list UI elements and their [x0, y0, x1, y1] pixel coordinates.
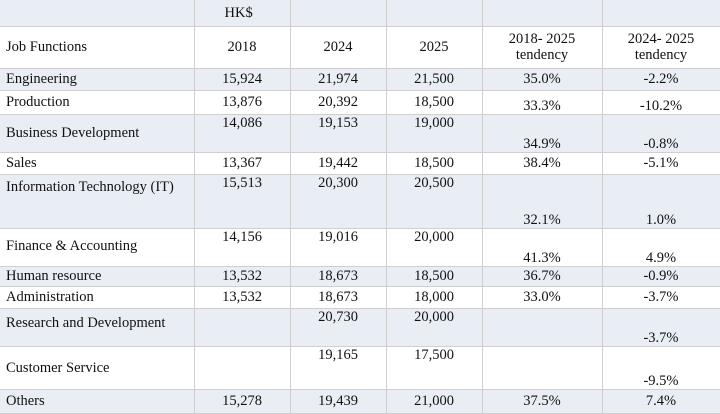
salary-2024: 21,974 — [290, 68, 386, 90]
header-tendency-2024-2025 — [602, 26, 720, 68]
header-2025: 2025 — [386, 26, 482, 68]
header-tendency-2018-2025 — [482, 26, 602, 68]
tendency-2024-2025: 7.4% — [602, 389, 720, 413]
salary-2024: 18,673 — [290, 286, 386, 308]
header-tendency-2024-2025-line2: tendency — [634, 47, 688, 63]
salary-2018: 14,086 — [194, 114, 290, 152]
salary-2018: 13,367 — [194, 152, 290, 174]
empty-cell — [386, 0, 482, 26]
job-function-name: Information Technology (IT) — [0, 174, 194, 228]
tendency-2024-2025: 1.0% — [602, 174, 720, 228]
tendency-2018-2025: 35.0% — [482, 68, 602, 90]
header-tendency-2018-2025-line2: tendency — [515, 47, 569, 63]
job-function-name: Sales — [0, 152, 194, 174]
tendency-2024-2025: -5.1% — [602, 152, 720, 174]
tendency-2018-2025: 33.0% — [482, 286, 602, 308]
salary-2025: 18,000 — [386, 286, 482, 308]
header-2018: 2018 — [194, 26, 290, 68]
table-row — [0, 152, 720, 174]
tendency-2024-2025: -0.9% — [602, 266, 720, 286]
salary-2024: 19,016 — [290, 228, 386, 266]
table-row — [0, 114, 720, 152]
salary-2025: 20,500 — [386, 174, 482, 228]
salary-2024: 19,165 — [290, 346, 386, 389]
job-function-name: Engineering — [0, 68, 194, 90]
tendency-2018-2025: 38.4% — [482, 152, 602, 174]
salary-2025: 18,500 — [386, 152, 482, 174]
tendency-2024-2025: -3.7% — [602, 286, 720, 308]
tendency-2024-2025: -3.7% — [602, 308, 720, 346]
job-function-name: Finance & Accounting — [0, 228, 194, 266]
tendency-2024-2025: -0.8% — [602, 114, 720, 152]
salary-2018: 14,156 — [194, 228, 290, 266]
header-tendency-2024-2025-line1: 2024- 2025 — [627, 31, 695, 47]
empty-cell — [0, 0, 194, 26]
salary-2024: 19,153 — [290, 114, 386, 152]
salary-2024: 20,300 — [290, 174, 386, 228]
empty-cell — [290, 0, 386, 26]
salary-2025: 21,000 — [386, 389, 482, 413]
header-row — [0, 26, 720, 68]
salary-2025: 20,000 — [386, 308, 482, 346]
salary-2018 — [194, 346, 290, 389]
currency-row — [0, 0, 720, 26]
tendency-2018-2025 — [482, 308, 602, 346]
table-row — [0, 389, 720, 413]
salary-2025: 18,500 — [386, 90, 482, 114]
job-function-name: Administration — [0, 286, 194, 308]
salary-2024: 18,673 — [290, 266, 386, 286]
salary-2025: 17,500 — [386, 346, 482, 389]
salary-2024: 19,439 — [290, 389, 386, 413]
tendency-2018-2025 — [482, 346, 602, 389]
salary-2018: 13,532 — [194, 266, 290, 286]
tendency-2024-2025: -9.5% — [602, 346, 720, 389]
job-function-name: Others — [0, 389, 194, 413]
table-row — [0, 286, 720, 308]
salary-2025: 19,000 — [386, 114, 482, 152]
job-function-name: Customer Service — [0, 346, 194, 389]
empty-cell — [602, 0, 720, 26]
currency-label: HK$ — [194, 0, 290, 26]
salary-2025: 18,500 — [386, 266, 482, 286]
tendency-2018-2025: 41.3% — [482, 228, 602, 266]
salary-2024: 19,442 — [290, 152, 386, 174]
tendency-2018-2025: 36.7% — [482, 266, 602, 286]
job-function-name: Production — [0, 90, 194, 114]
salary-2018 — [194, 308, 290, 346]
salary-2018: 13,532 — [194, 286, 290, 308]
salary-2024: 20,730 — [290, 308, 386, 346]
header-2024: 2024 — [290, 26, 386, 68]
salary-2025: 20,000 — [386, 228, 482, 266]
tendency-2024-2025: -10.2% — [602, 90, 720, 114]
table-row — [0, 346, 720, 389]
table-row — [0, 266, 720, 286]
header-job-functions: Job Functions — [0, 26, 194, 68]
job-function-name: Business Development — [0, 114, 194, 152]
salary-2018: 13,876 — [194, 90, 290, 114]
salary-2018: 15,513 — [194, 174, 290, 228]
tendency-2018-2025: 34.9% — [482, 114, 602, 152]
salary-2018: 15,924 — [194, 68, 290, 90]
tendency-2024-2025: 4.9% — [602, 228, 720, 266]
tendency-2018-2025: 33.3% — [482, 90, 602, 114]
tendency-2018-2025: 37.5% — [482, 389, 602, 413]
empty-cell — [482, 0, 602, 26]
table-row — [0, 174, 720, 228]
salary-2024: 20,392 — [290, 90, 386, 114]
job-function-name: Research and Development — [0, 308, 194, 346]
header-tendency-2018-2025-line1: 2018- 2025 — [508, 31, 576, 47]
job-function-name: Human resource — [0, 266, 194, 286]
table-row — [0, 90, 720, 114]
salary-2018: 15,278 — [194, 389, 290, 413]
table-row — [0, 228, 720, 266]
tendency-2018-2025: 32.1% — [482, 174, 602, 228]
tendency-2024-2025: -2.2% — [602, 68, 720, 90]
table-row — [0, 68, 720, 90]
salary-2025: 21,500 — [386, 68, 482, 90]
table-row — [0, 308, 720, 346]
